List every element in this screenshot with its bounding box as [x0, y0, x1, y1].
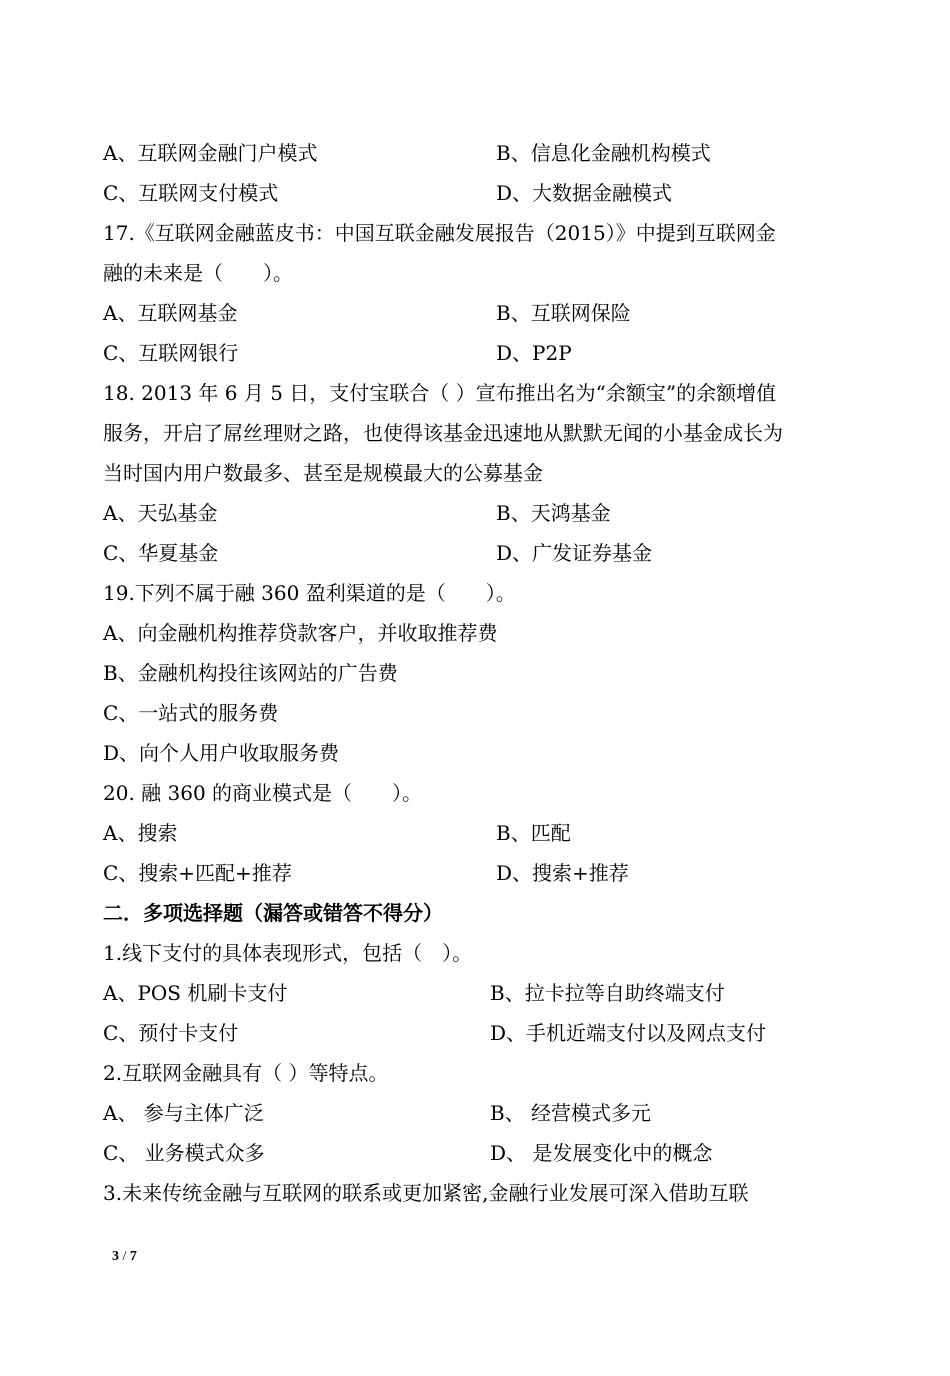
question-18-line-1: 18. 2013 年 6 月 5 日，支付宝联合（ ）宣布推出名为“余额宝”的余额增值: [103, 381, 777, 405]
multi-question-1: 1.线下支付的具体表现形式，包括（ ）。: [103, 941, 473, 965]
multi-question-3: 3.未来传统金融与互联网的联系或更加紧密,金融行业发展可深入借助互联: [103, 1181, 749, 1205]
option-b: B、互联网保险: [496, 301, 631, 325]
option-a: A、向金融机构推荐贷款客户，并收取推荐费: [103, 621, 498, 645]
option-b: B、拉卡拉等自助终端支付: [490, 981, 725, 1005]
section-heading: 二．多项选择题（漏答或错答不得分）: [103, 901, 443, 925]
option-b: B、匹配: [496, 821, 571, 845]
option-c: C、互联网银行: [103, 341, 239, 365]
option-b: B、 经营模式多元: [490, 1101, 652, 1125]
option-a: A、天弘基金: [103, 501, 218, 525]
option-row: [103, 493, 863, 533]
page-number: [112, 1248, 137, 1266]
option-d: D、搜索+推荐: [496, 861, 629, 885]
option-d: D、大数据金融模式: [496, 181, 673, 205]
question-20: 20. 融 360 的商业模式是（ ）。: [103, 781, 423, 805]
option-row: [103, 333, 863, 373]
option-row: [103, 973, 863, 1013]
option-d: D、 是发展变化中的概念: [490, 1141, 713, 1165]
question-17-line-2: 融的未来是（ ）。: [103, 261, 293, 285]
option-c: C、互联网支付模式: [103, 181, 279, 205]
option-c: C、华夏基金: [103, 541, 219, 565]
page-total: 7: [129, 1249, 137, 1264]
option-a: A、互联网金融门户模式: [103, 141, 318, 165]
question-18-line-3: 当时国内用户数最多、甚至是规模最大的公募基金: [103, 461, 543, 485]
option-d: D、向个人用户收取服务费: [103, 741, 340, 765]
option-c: C、 业务模式众多: [103, 1141, 265, 1165]
option-row: [103, 1013, 863, 1053]
question-17-line-1: 17.《互联网金融蓝皮书：中国互联金融发展报告（2015）》中提到互联网金: [103, 221, 776, 245]
question-18-line-2: 服务，开启了屌丝理财之路，也使得该基金迅速地从默默无闻的小基金成长为: [103, 421, 783, 445]
option-row: [103, 1133, 863, 1173]
option-row: [103, 133, 863, 173]
option-d: D、P2P: [496, 341, 572, 365]
option-row: [103, 173, 863, 213]
multi-question-2: 2.互联网金融具有（ ）等特点。: [103, 1061, 389, 1085]
option-row: [103, 533, 863, 573]
option-a: A、互联网基金: [103, 301, 238, 325]
option-row: [103, 853, 863, 893]
option-a: A、 参与主体广泛: [103, 1101, 264, 1125]
question-19: 19.下列不属于融 360 盈利渠道的是（ ）。: [103, 581, 516, 605]
option-b: B、天鸿基金: [496, 501, 611, 525]
option-b: B、金融机构投往该网站的广告费: [103, 661, 398, 685]
option-a: A、POS 机刷卡支付: [103, 981, 288, 1005]
option-c: C、预付卡支付: [103, 1021, 239, 1045]
option-row: [103, 813, 863, 853]
option-a: A、搜索: [103, 821, 178, 845]
page-separator: /: [119, 1249, 130, 1264]
option-row: [103, 1093, 863, 1133]
option-d: D、手机近端支付以及网点支付: [490, 1021, 767, 1045]
page-current: 3: [112, 1249, 119, 1264]
option-c: C、一站式的服务费: [103, 701, 279, 725]
option-c: C、搜索+匹配+推荐: [103, 861, 292, 885]
option-b: B、信息化金融机构模式: [496, 141, 711, 165]
option-row: [103, 293, 863, 333]
option-d: D、广发证券基金: [496, 541, 653, 565]
